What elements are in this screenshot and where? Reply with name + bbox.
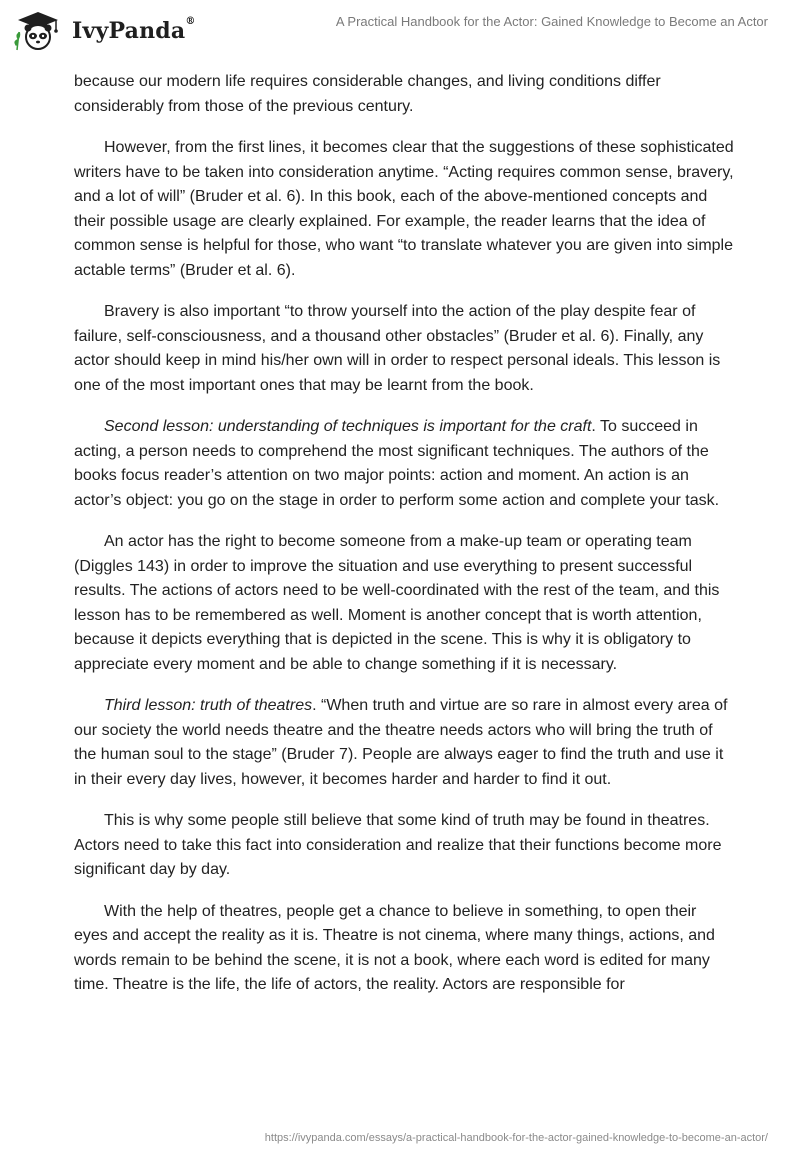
- paragraph: Bravery is also important “to throw yourself into the action of the play despite fear of failure, self-consciousness, and a thousand other obstacles” (Bruder et al. 6). Finally, any actor should keep in mind his/her own will in order to respect personal ideals. This lesson is one of the most important ones that may be learnt from the book.: [74, 303, 721, 394]
- paragraph: Third lesson: truth of theatres. “When truth and virtue are so rare in almost every area of our society the world needs theatre and the theatre needs actors who will bring the truth of the human soul to the stage” (Bruder 7). People are always eager to find the truth and use it in their every day lives, however, it becomes harder and harder to find it out.: [74, 697, 728, 788]
- paragraph: This is why some people still believe that some kind of truth may be found in theatres. Actors need to take this fact into consideration and realize that their functions become more significant day by day.: [74, 812, 722, 878]
- registered-mark: ®: [185, 16, 196, 27]
- lesson-heading: Second lesson: understanding of techniques is important for the craft: [104, 418, 592, 435]
- paragraph: Second lesson: understanding of techniques is important for the craft. To succeed in acting, a person needs to comprehend the most significant techniques. The authors of the books focus reader’s attention on two major points: action and moment. An action is an actor’s object: you go on the stage in order to perform some action and complete your task.: [74, 418, 720, 509]
- source-url[interactable]: https://ivypanda.com/essays/a-practical-handbook-for-the-actor-gained-knowledge-to-become-an-actor/: [264, 1132, 768, 1144]
- logo[interactable]: [12, 10, 196, 52]
- paragraph: An actor has the right to become someone from a make-up team or operating team (Diggles 143) in order to improve the situation and use everything to present successful results. The actions of actors need to be well-coordinated with the rest of the team, and this lesson has to be remembered as well. Moment is another concept that is worth attention, because it depicts everything that is depicted in the scene. This is why it is obligatory to appreciate every moment and be able to change something if it is necessary.: [74, 533, 720, 673]
- paragraph: However, from the first lines, it becomes clear that the suggestions of these sophisticated writers have to be taken into consideration anytime. “Acting requires common sense, bravery, and a lot of will” (Bruder et al. 6). In this book, each of the above-mentioned concepts and their possible usage are clearly explained. For example, the reader learns that the idea of common sense is helpful for those, who want “to translate whatever you are given into simple actable terms” (Bruder et al. 6).: [74, 139, 734, 279]
- page-header: [0, 0, 800, 60]
- document-title: A Practical Handbook for the Actor: Gained Knowledge to Become an Actor: [335, 14, 768, 29]
- panda-logo-icon: [12, 10, 64, 52]
- lesson-heading: Third lesson: truth of theatres: [104, 697, 313, 714]
- paragraph: because our modern life requires considerable changes, and living conditions differ considerably from those of the previous century.: [74, 73, 661, 115]
- essay-body: [74, 70, 734, 1015]
- brand-name: IvyPanda®: [72, 16, 196, 44]
- paragraph: With the help of theatres, people get a chance to believe in something, to open their eyes and accept the reality as it is. Theatre is not cinema, where many things, actions, and words remain to be behind the scene, it is not a book, where each word is edited for many time. Theatre is the life, the life of actors, the reality. Actors are responsible for: [74, 902, 715, 993]
